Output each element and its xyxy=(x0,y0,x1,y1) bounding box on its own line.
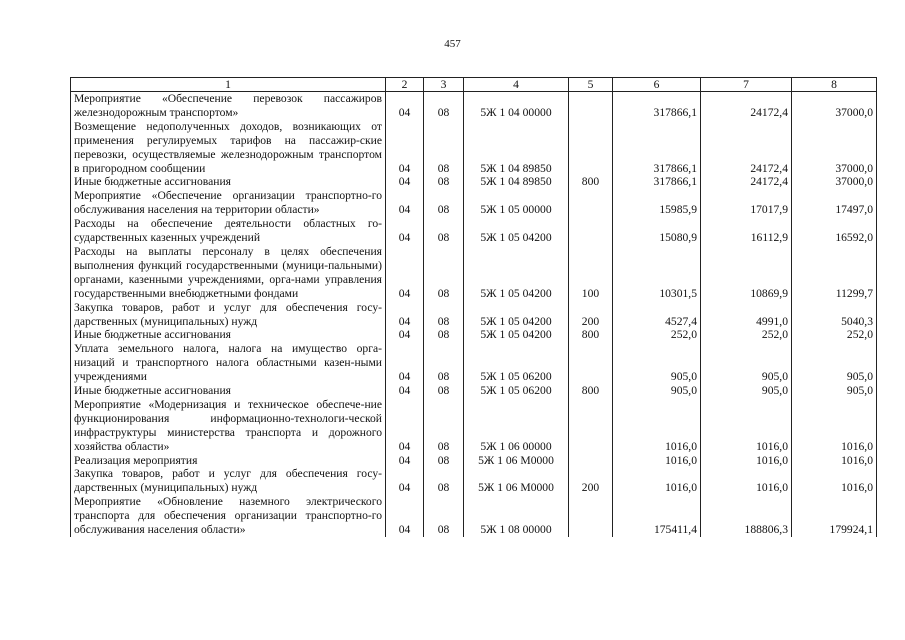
budget-table xyxy=(70,77,877,537)
amount-col-7-cell: 10869,9 xyxy=(701,245,792,301)
expense-type-code-cell xyxy=(569,342,613,384)
amount-col-8-cell: 1016,0 xyxy=(792,454,877,468)
subsection-code-cell: 08 xyxy=(424,398,464,454)
subsection-code-cell: 08 xyxy=(424,495,464,537)
amount-col-7-cell: 905,0 xyxy=(701,342,792,384)
target-article-code-cell: 5Ж 1 06 00000 xyxy=(464,398,569,454)
item-name-cell: Иные бюджетные ассигнования xyxy=(71,175,386,189)
target-article-code-cell: 5Ж 1 06 М0000 xyxy=(464,467,569,495)
table-row xyxy=(71,245,877,301)
header-cell-7: 7 xyxy=(701,78,792,92)
expense-type-code-cell: 200 xyxy=(569,467,613,495)
table-row xyxy=(71,217,877,245)
section-code-cell: 04 xyxy=(386,467,424,495)
amount-col-6-cell: 317866,1 xyxy=(613,120,701,176)
amount-col-7-cell: 17017,9 xyxy=(701,189,792,217)
amount-col-7-cell: 24172,4 xyxy=(701,175,792,189)
expense-type-code-cell xyxy=(569,217,613,245)
target-article-code-cell: 5Ж 1 05 04200 xyxy=(464,245,569,301)
section-code-cell: 04 xyxy=(386,92,424,120)
table-row xyxy=(71,92,877,120)
amount-col-8-cell: 252,0 xyxy=(792,328,877,342)
header-cell-1: 1 xyxy=(71,78,386,92)
item-name-cell: Мероприятие «Обновление наземного электрического транспорта для обеспечения организации транспортно-го обслуживания населения области» xyxy=(71,495,386,537)
section-code-cell: 04 xyxy=(386,328,424,342)
expense-type-code-cell: 100 xyxy=(569,245,613,301)
target-article-code-cell: 5Ж 1 04 00000 xyxy=(464,92,569,120)
amount-col-8-cell: 37000,0 xyxy=(792,92,877,120)
item-name-cell: Мероприятие «Обеспечение организации транспортно-го обслуживания населения на территории области» xyxy=(71,189,386,217)
subsection-code-cell: 08 xyxy=(424,301,464,329)
section-code-cell: 04 xyxy=(386,398,424,454)
page-number: 457 xyxy=(444,38,461,50)
target-article-code-cell: 5Ж 1 05 06200 xyxy=(464,342,569,384)
amount-col-8-cell: 17497,0 xyxy=(792,189,877,217)
amount-col-6-cell: 175411,4 xyxy=(613,495,701,537)
item-name-cell: Возмещение недополученных доходов, возникающих от применения регулируемых тарифов на пассажир-ские перевозки, осуществляемые железнодорожным транспортом в пригородном сообщении xyxy=(71,120,386,176)
target-article-code-cell: 5Ж 1 04 89850 xyxy=(464,120,569,176)
subsection-code-cell: 08 xyxy=(424,342,464,384)
subsection-code-cell: 08 xyxy=(424,384,464,398)
header-cell-3: 3 xyxy=(424,78,464,92)
item-name-cell: Закупка товаров, работ и услуг для обеспечения госу-дарственных (муниципальных) нужд xyxy=(71,467,386,495)
amount-col-6-cell: 10301,5 xyxy=(613,245,701,301)
amount-col-6-cell: 905,0 xyxy=(613,384,701,398)
amount-col-6-cell: 4527,4 xyxy=(613,301,701,329)
table-row xyxy=(71,495,877,537)
subsection-code-cell: 08 xyxy=(424,175,464,189)
section-code-cell: 04 xyxy=(386,301,424,329)
amount-col-8-cell: 16592,0 xyxy=(792,217,877,245)
table-row xyxy=(71,454,877,468)
section-code-cell: 04 xyxy=(386,495,424,537)
item-name-cell: Мероприятие «Модернизация и техническое обеспече-ние функционирования информационно-технологи-ческой инфраструктуры министерства транспорта и дорожного хозяйства области» xyxy=(71,398,386,454)
amount-col-8-cell: 905,0 xyxy=(792,342,877,384)
subsection-code-cell: 08 xyxy=(424,454,464,468)
table-row xyxy=(71,175,877,189)
section-code-cell: 04 xyxy=(386,217,424,245)
section-code-cell: 04 xyxy=(386,120,424,176)
table-row xyxy=(71,398,877,454)
expense-type-code-cell xyxy=(569,495,613,537)
amount-col-7-cell: 4991,0 xyxy=(701,301,792,329)
target-article-code-cell: 5Ж 1 08 00000 xyxy=(464,495,569,537)
header-cell-2: 2 xyxy=(386,78,424,92)
amount-col-7-cell: 905,0 xyxy=(701,384,792,398)
target-article-code-cell: 5Ж 1 06 М0000 xyxy=(464,454,569,468)
expense-type-code-cell: 800 xyxy=(569,384,613,398)
table-row xyxy=(71,467,877,495)
amount-col-8-cell: 905,0 xyxy=(792,384,877,398)
item-name-cell: Расходы на обеспечение деятельности областных го-сударственных казенных учреждений xyxy=(71,217,386,245)
expense-type-code-cell: 800 xyxy=(569,328,613,342)
amount-col-6-cell: 905,0 xyxy=(613,342,701,384)
subsection-code-cell: 08 xyxy=(424,328,464,342)
target-article-code-cell: 5Ж 1 05 04200 xyxy=(464,301,569,329)
item-name-cell: Иные бюджетные ассигнования xyxy=(71,384,386,398)
table-row xyxy=(71,342,877,384)
amount-col-8-cell: 11299,7 xyxy=(792,245,877,301)
amount-col-6-cell: 1016,0 xyxy=(613,454,701,468)
amount-col-6-cell: 252,0 xyxy=(613,328,701,342)
target-article-code-cell: 5Ж 1 05 00000 xyxy=(464,189,569,217)
amount-col-6-cell: 1016,0 xyxy=(613,467,701,495)
section-code-cell: 04 xyxy=(386,175,424,189)
subsection-code-cell: 08 xyxy=(424,189,464,217)
expense-type-code-cell: 800 xyxy=(569,175,613,189)
amount-col-8-cell: 37000,0 xyxy=(792,175,877,189)
target-article-code-cell: 5Ж 1 05 06200 xyxy=(464,384,569,398)
item-name-cell: Уплата земельного налога, налога на имущество орга-низаций и транспортного налога областными казен-ными учреждениями xyxy=(71,342,386,384)
item-name-cell: Реализация мероприятия xyxy=(71,454,386,468)
amount-col-7-cell: 1016,0 xyxy=(701,454,792,468)
expense-type-code-cell xyxy=(569,398,613,454)
subsection-code-cell: 08 xyxy=(424,245,464,301)
item-name-cell: Расходы на выплаты персоналу в целях обеспечения выполнения функций государственными (муници-пальными) органами, казенными учреждениями, орга-нами управления государственными внебюджетными фондами xyxy=(71,245,386,301)
section-code-cell: 04 xyxy=(386,384,424,398)
expense-type-code-cell xyxy=(569,120,613,176)
target-article-code-cell: 5Ж 1 05 04200 xyxy=(464,217,569,245)
table-row xyxy=(71,384,877,398)
amount-col-7-cell: 16112,9 xyxy=(701,217,792,245)
amount-col-6-cell: 15080,9 xyxy=(613,217,701,245)
subsection-code-cell: 08 xyxy=(424,92,464,120)
table-body xyxy=(71,92,877,538)
expense-type-code-cell xyxy=(569,189,613,217)
amount-col-8-cell: 5040,3 xyxy=(792,301,877,329)
expense-type-code-cell xyxy=(569,454,613,468)
target-article-code-cell: 5Ж 1 04 89850 xyxy=(464,175,569,189)
section-code-cell: 04 xyxy=(386,342,424,384)
subsection-code-cell: 08 xyxy=(424,120,464,176)
section-code-cell: 04 xyxy=(386,189,424,217)
item-name-cell: Мероприятие «Обеспечение перевозок пассажиров железнодорожным транспортом» xyxy=(71,92,386,120)
amount-col-8-cell: 1016,0 xyxy=(792,398,877,454)
expense-type-code-cell: 200 xyxy=(569,301,613,329)
header-cell-6: 6 xyxy=(613,78,701,92)
header-cell-5: 5 xyxy=(569,78,613,92)
amount-col-8-cell: 1016,0 xyxy=(792,467,877,495)
table-row xyxy=(71,328,877,342)
table-row xyxy=(71,120,877,176)
amount-col-7-cell: 24172,4 xyxy=(701,120,792,176)
amount-col-7-cell: 1016,0 xyxy=(701,398,792,454)
header-cell-8: 8 xyxy=(792,78,877,92)
amount-col-6-cell: 317866,1 xyxy=(613,175,701,189)
amount-col-6-cell: 317866,1 xyxy=(613,92,701,120)
section-code-cell: 04 xyxy=(386,245,424,301)
item-name-cell: Иные бюджетные ассигнования xyxy=(71,328,386,342)
table-row xyxy=(71,189,877,217)
header-row xyxy=(71,78,877,92)
amount-col-7-cell: 24172,4 xyxy=(701,92,792,120)
header-cell-4: 4 xyxy=(464,78,569,92)
amount-col-6-cell: 1016,0 xyxy=(613,398,701,454)
amount-col-8-cell: 37000,0 xyxy=(792,120,877,176)
target-article-code-cell: 5Ж 1 05 04200 xyxy=(464,328,569,342)
amount-col-7-cell: 252,0 xyxy=(701,328,792,342)
subsection-code-cell: 08 xyxy=(424,217,464,245)
amount-col-8-cell: 179924,1 xyxy=(792,495,877,537)
amount-col-6-cell: 15985,9 xyxy=(613,189,701,217)
expense-type-code-cell xyxy=(569,92,613,120)
amount-col-7-cell: 188806,3 xyxy=(701,495,792,537)
item-name-cell: Закупка товаров, работ и услуг для обеспечения госу-дарственных (муниципальных) нужд xyxy=(71,301,386,329)
subsection-code-cell: 08 xyxy=(424,467,464,495)
table-row xyxy=(71,301,877,329)
section-code-cell: 04 xyxy=(386,454,424,468)
amount-col-7-cell: 1016,0 xyxy=(701,467,792,495)
